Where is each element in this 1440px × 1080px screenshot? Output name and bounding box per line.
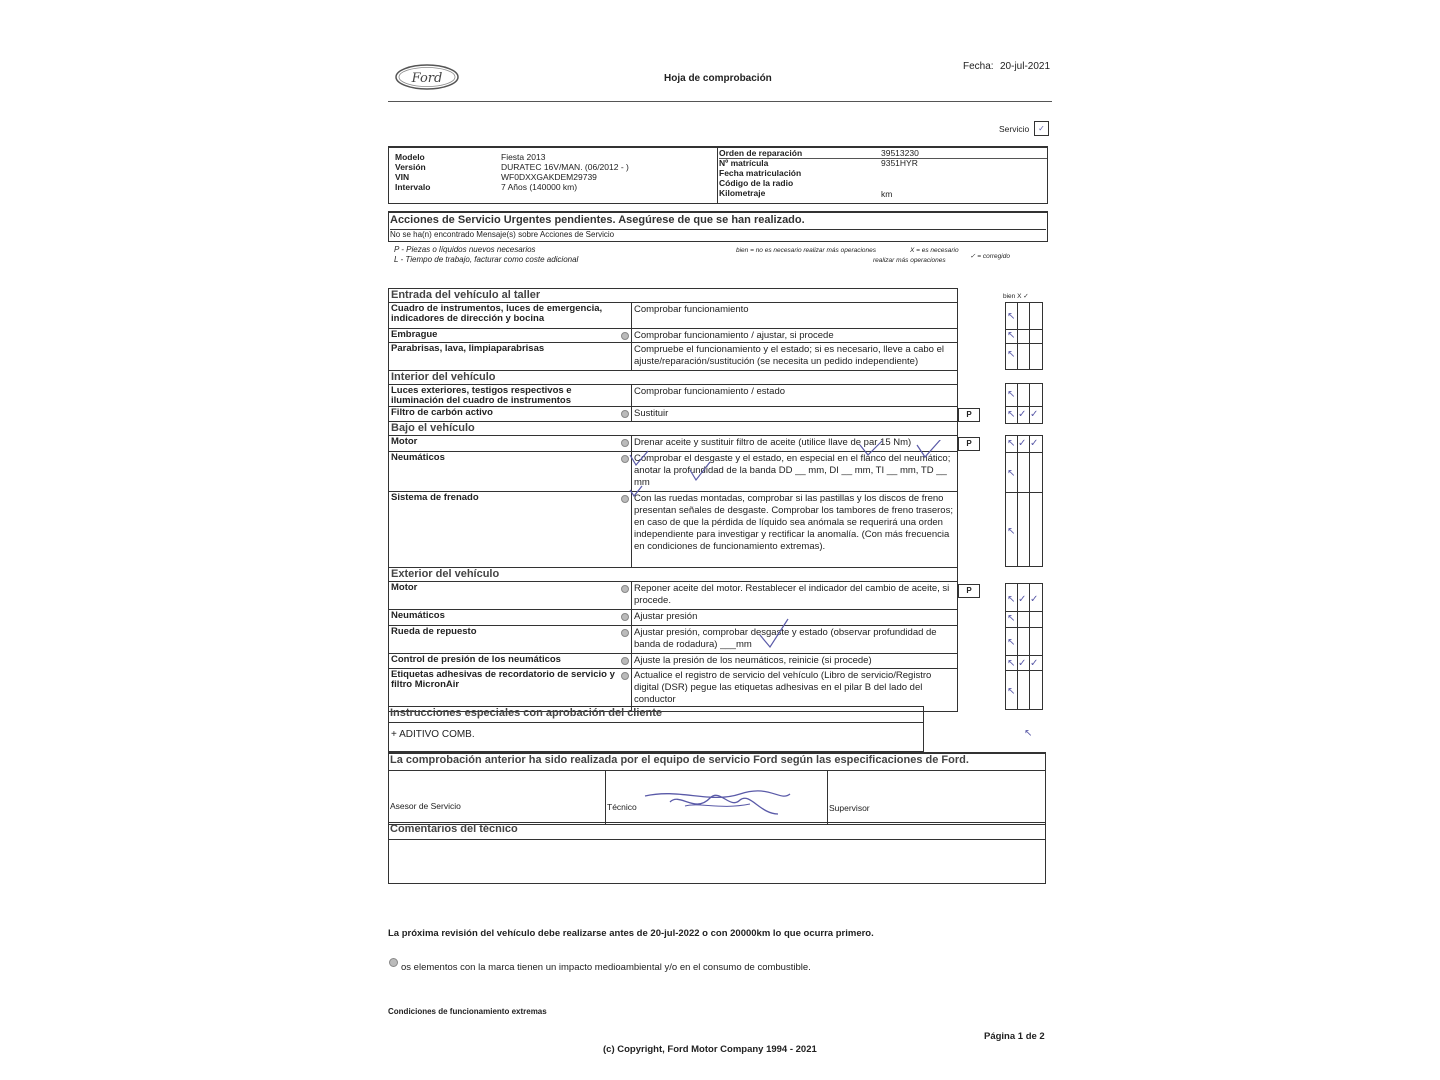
- item-action: Drenar aceite y sustituir filtro de aceite (utilice llave de par 15 Nm): [631, 436, 957, 452]
- technician-comments-box: [388, 822, 1046, 884]
- item-label: Filtro de carbón activo: [391, 407, 493, 418]
- vehicle-rule: [719, 158, 1047, 159]
- bien-mark-icon: ↖: [1007, 637, 1016, 648]
- check-rule: [1006, 670, 1042, 671]
- bien-mark-icon: ↖: [1007, 613, 1016, 624]
- check-column-entrada[interactable]: [1005, 302, 1043, 370]
- bien-mark-icon: ↖: [1007, 686, 1016, 697]
- check-rule: [1006, 343, 1042, 344]
- table-row: [389, 342, 957, 371]
- bien-mark-icon: ↖: [1007, 389, 1016, 400]
- comments-title: Comentarios del técnico: [390, 823, 518, 835]
- item-action: Compruebe el funcionamiento y el estado; si es necesario, lleve a cabo el ajuste/reparación/sustitución (se necesita un pedido independiente): [631, 343, 957, 371]
- label-fecha-matric: Fecha matriculación: [719, 168, 802, 178]
- bien-mark-icon: ↖: [1007, 311, 1016, 322]
- item-action: Ajuste la presión de los neumáticos, reinicie (si procede): [631, 654, 957, 669]
- corrected-mark-icon: ✓: [1030, 594, 1039, 605]
- bien-mark-icon: ↖: [1007, 594, 1016, 605]
- item-label: Motor: [391, 436, 418, 447]
- supervisor-label: Supervisor: [829, 803, 870, 813]
- eco-marker-icon: [621, 672, 629, 680]
- check-rule: [1006, 611, 1042, 612]
- label-codigo-radio: Código de la radio: [719, 178, 794, 188]
- bien-mark-icon: ↖: [1007, 658, 1016, 669]
- label-orden: Orden de reparación: [719, 148, 803, 158]
- table-row: [389, 328, 957, 343]
- item-label: Rueda de repuesto: [391, 626, 477, 637]
- check-column-head: bien X ✓: [1003, 293, 1029, 300]
- check-divider: [1017, 436, 1018, 566]
- signature-rule: [389, 770, 1045, 771]
- corrected-mark-icon: ✓: [1030, 438, 1039, 449]
- item-action: Comprobar funcionamiento / ajustar, si procede: [631, 329, 957, 343]
- signature-divider: [605, 770, 606, 824]
- parts-needed-badge[interactable]: P: [958, 437, 980, 451]
- table-row: [389, 302, 957, 329]
- x-mark-icon: ✓: [1018, 409, 1027, 420]
- date-label: Fecha:: [963, 61, 994, 72]
- bien-mark-icon: ↖: [1007, 330, 1016, 341]
- item-action: Ajustar presión, comprobar desgaste y estado (observar profundidad de banda de rodadura) ___mm: [631, 626, 957, 654]
- signature-divider: [827, 770, 828, 824]
- item-label: Control de presión de los neumáticos: [391, 654, 561, 665]
- legend-corr: ✓ = corregido: [970, 253, 1010, 260]
- next-service-note: La próxima revisión del vehículo debe realizarse antes de 20-jul-2022 o con 20000km lo que ocurra primero.: [388, 928, 874, 939]
- ford-logo-icon: [394, 63, 460, 91]
- section-bajo: Bajo el vehículo: [389, 421, 957, 435]
- vehicle-info-box: [388, 146, 1048, 204]
- instructions-text: + ADITIVO COMB.: [391, 729, 475, 740]
- legend-l: L - Tiempo de trabajo, facturar como coste adicional: [394, 255, 579, 264]
- eco-marker-icon: [389, 958, 398, 967]
- item-label: Neumáticos: [391, 610, 445, 621]
- header-divider: [388, 101, 1052, 102]
- technician-signature: [640, 784, 800, 824]
- label-modelo: Modelo: [395, 152, 425, 162]
- eco-marker-icon: [621, 332, 629, 340]
- x-mark-icon: ✓: [1018, 438, 1027, 449]
- label-vin: VIN: [395, 172, 410, 182]
- check-column-interior[interactable]: [1005, 383, 1043, 424]
- value-matricula: 9351HYR: [881, 158, 918, 168]
- item-label: Motor: [391, 582, 418, 593]
- eco-marker-icon: [621, 410, 629, 418]
- copyright: (c) Copyright, Ford Motor Company 1994 - 2021: [603, 1044, 817, 1055]
- item-label: Luces exteriores, testigos respectivos e iluminación del cuadro de instrumentos: [391, 385, 572, 406]
- item-action: Ajustar presión: [631, 610, 957, 626]
- legend-bien: bien = no es necesario realizar más operaciones: [736, 247, 877, 254]
- tecnico-label: Técnico: [607, 802, 637, 812]
- corrected-mark-icon: ✓: [1030, 409, 1039, 420]
- check-divider: [1029, 436, 1030, 566]
- check-rule: [1006, 655, 1042, 656]
- label-version: Versión: [395, 162, 426, 172]
- label-matricula: Nº matrícula: [719, 158, 769, 168]
- page-title: Hoja de comprobación: [664, 73, 772, 84]
- value-intervalo: 7 Años (140000 km): [501, 182, 578, 192]
- signature-title: La comprobación anterior ha sido realizada por el equipo de servicio Ford según las especificaciones de Ford.: [390, 754, 969, 766]
- servicio-label: Servicio: [999, 124, 1030, 134]
- check-rule: [1006, 492, 1042, 493]
- bien-mark-icon: ↖: [1007, 409, 1016, 420]
- svg-text:Ford: Ford: [411, 71, 443, 86]
- corrected-mark-icon: ✓: [1030, 658, 1039, 669]
- bien-mark-icon: ↖: [1007, 468, 1016, 479]
- value-version: DURATEC 16V/MAN. (06/2012 - ): [501, 162, 629, 172]
- item-action: Comprobar el desgaste y el estado, en especial en el flanco del neumático; anotar la profundidad de la banda DD __ mm, DI __ mm, TI __ mm, TD __ mm: [631, 452, 957, 492]
- item-label: Etiquetas adhesivas de recordatorio de servicio y filtro MicronAir: [391, 669, 615, 690]
- section-exterior: Exterior del vehículo: [389, 567, 957, 581]
- extreme-conditions-note: Condiciones de funcionamiento extremas: [388, 1007, 547, 1016]
- item-action: Actualice el registro de servicio del vehículo (Libro de servicio/Registro digital (DSR) pegue las etiquetas adhesivas en el pilar B del lado del conductor: [631, 669, 957, 711]
- servicio-checkbox[interactable]: ✓: [1034, 121, 1049, 136]
- section-entrada: Entrada del vehículo al taller: [391, 289, 541, 301]
- bien-mark-icon: ↖: [1007, 349, 1016, 360]
- check-rule: [1006, 452, 1042, 453]
- asesor-label: Asesor de Servicio: [390, 801, 461, 811]
- value-km-unit: km: [881, 189, 893, 199]
- section-interior: Interior del vehículo: [389, 370, 957, 384]
- parts-needed-badge[interactable]: P: [958, 584, 980, 598]
- check-divider: [1017, 303, 1018, 369]
- item-label: Neumáticos: [391, 452, 445, 463]
- vehicle-divider: [717, 148, 718, 203]
- item-action: Comprobar funcionamiento / estado: [631, 385, 957, 407]
- label-intervalo: Intervalo: [395, 182, 431, 192]
- value-modelo: Fiesta 2013: [501, 152, 546, 162]
- check-rule: [1006, 406, 1042, 407]
- item-label: Cuadro de instrumentos, luces de emergencia, indicadores de dirección y bocina: [391, 303, 603, 324]
- bien-mark-icon: ↖: [1007, 526, 1016, 537]
- table-row: [389, 384, 957, 407]
- eco-note: os elementos con la marca tienen un impacto medioambiental y/o en el consumo de combustible.: [401, 962, 811, 973]
- instructions-rule: [389, 722, 923, 723]
- item-action: Con las ruedas montadas, comprobar si las pastillas y los discos de freno presentan señales de desgaste. Comprobar los tambores de freno traseros; en caso de que la pérdida de líquido sea anómala se requerirá una orden independiente para investigar y rectificar la anomalía. (Con más frecuencia en condiciones de funcionamiento extremas).: [631, 492, 957, 568]
- table-row: [389, 406, 957, 422]
- item-action: Sustituir: [631, 407, 957, 422]
- legend-x: X = es necesario: [910, 247, 959, 254]
- item-action: Reponer aceite del motor. Restablecer el indicador del cambio de aceite, si procede.: [631, 582, 957, 610]
- legend-x2: realizar más operaciones: [873, 257, 946, 264]
- page-number: Página 1 de 2: [984, 1031, 1045, 1042]
- check-column-bajo[interactable]: [1005, 435, 1043, 567]
- urgent-title: Acciones de Servicio Urgentes pendientes. Asegúrese de que se han realizado.: [390, 214, 805, 226]
- check-column-exterior[interactable]: [1005, 583, 1043, 710]
- urgent-actions-box: [388, 211, 1048, 242]
- comments-rule: [389, 839, 1045, 840]
- legend-p: P - Piezas o líquidos nuevos necesarios: [394, 245, 536, 254]
- item-label: Sistema de frenado: [391, 492, 479, 503]
- date-value: 20-jul-2021: [1000, 61, 1051, 72]
- item-label: Parabrisas, lava, limpiaparabrisas: [391, 343, 545, 354]
- x-mark-icon: ✓: [1018, 658, 1027, 669]
- instructions-title: Instrucciones especiales con aprobación del cliente: [390, 707, 663, 719]
- check-rule: [1006, 627, 1042, 628]
- parts-needed-badge[interactable]: P: [958, 408, 980, 422]
- x-mark-icon: ✓: [1018, 594, 1027, 605]
- handwritten-ticks: [620, 440, 950, 660]
- check-divider: [1029, 303, 1030, 369]
- bien-mark-icon: ↖: [1007, 438, 1016, 449]
- special-instructions-box: [388, 706, 924, 752]
- item-label: Embrague: [391, 329, 438, 340]
- bien-mark-icon: ↖: [1024, 728, 1033, 739]
- table-row: [389, 668, 957, 711]
- item-action: Comprobar funcionamiento: [631, 303, 957, 329]
- label-kilometraje: Kilometraje: [719, 188, 766, 198]
- value-orden: 39513230: [881, 148, 919, 158]
- value-vin: WF0DXXGAKDEM29739: [501, 172, 597, 182]
- urgent-message: No se ha(n) encontrado Mensaje(s) sobre Acciones de Servicio: [390, 230, 615, 239]
